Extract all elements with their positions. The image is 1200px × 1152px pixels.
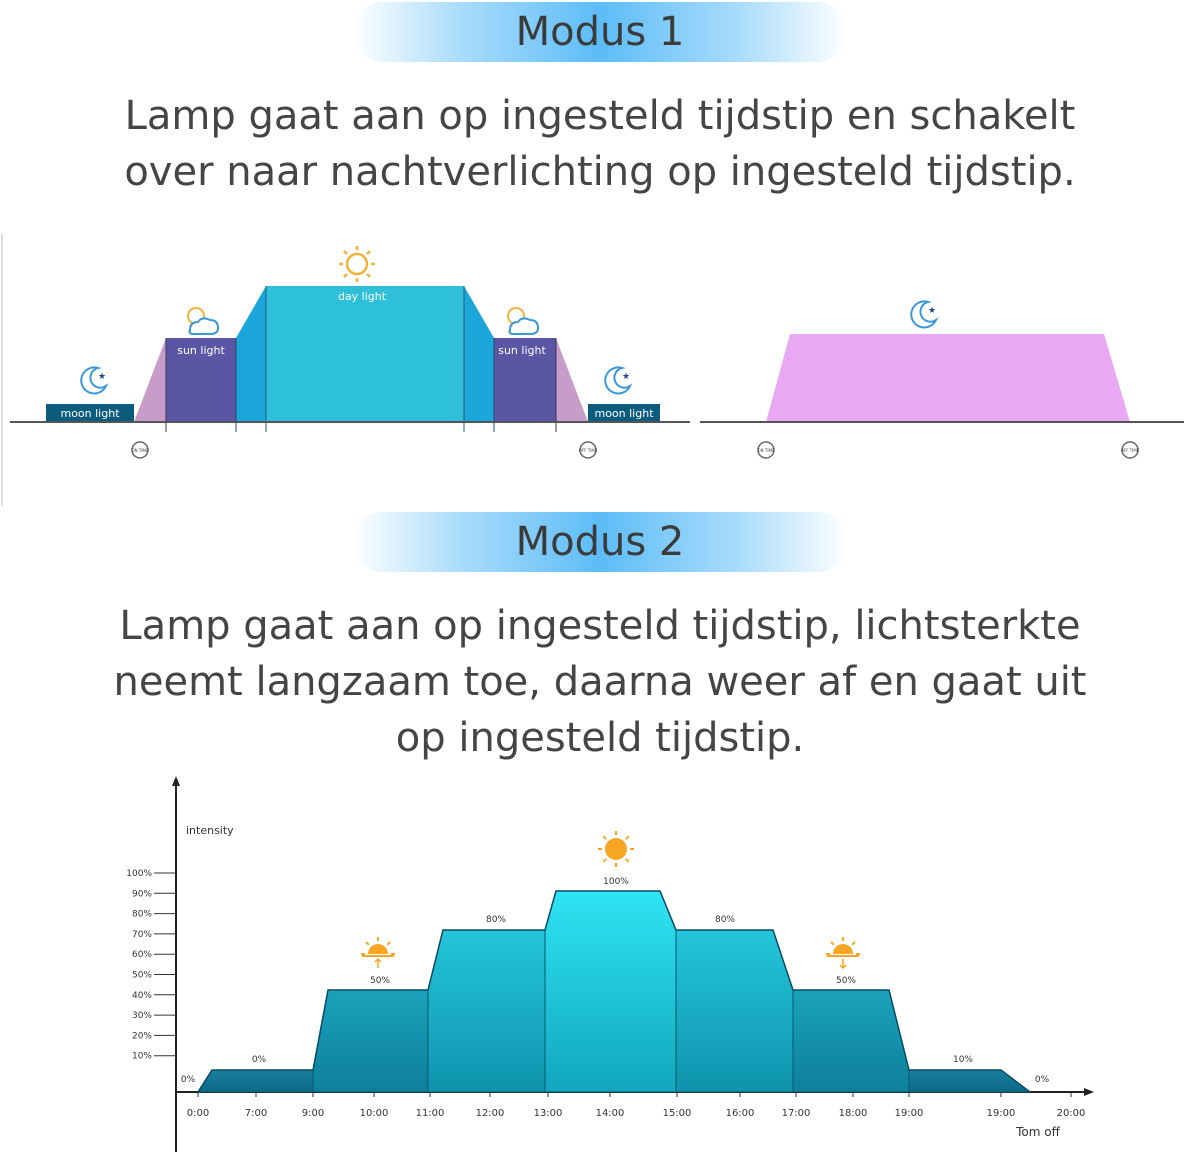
- step-value-label: 0%: [251, 1055, 267, 1065]
- sunrise-icon-arrow: [375, 959, 381, 968]
- step-100: [545, 891, 676, 1092]
- sun-icon: [339, 246, 375, 282]
- y-tick-label: 80%: [131, 909, 152, 920]
- x-axis-arrow: [1084, 1088, 1094, 1096]
- day-light-bar: [266, 286, 464, 422]
- y-tick-label: 60%: [131, 950, 152, 961]
- x-tick-label: 17:00: [781, 1108, 811, 1119]
- x-tick-label: 15:00: [662, 1108, 692, 1119]
- sun-cloud-icon-right: [508, 308, 538, 334]
- modus2-line-2: neemt langzaam toe, daarna weer af en gaat uit: [113, 659, 1087, 705]
- step-value-label: 50%: [369, 976, 391, 986]
- sun-icon-ray: [603, 859, 606, 862]
- moon-icon-right: [605, 367, 630, 393]
- y-tick-label: 70%: [131, 929, 152, 940]
- x-tick-label: 19:00: [894, 1108, 924, 1119]
- sunset-icon: [833, 944, 853, 954]
- step-80-right: [676, 930, 793, 1092]
- step-0: [198, 1070, 313, 1092]
- modus1-title: Modus 1: [515, 9, 685, 55]
- sunset-icon-ray: [831, 942, 834, 945]
- step-value-label: 0%: [180, 1075, 196, 1085]
- day-edge-right: [464, 286, 494, 422]
- modus1-right-chart: [700, 301, 1184, 458]
- off-time-clock-icon: [579, 442, 598, 458]
- x-tick-label: 9:00: [301, 1108, 325, 1119]
- night-light-area: [766, 334, 1130, 422]
- step-value-label: 80%: [485, 915, 507, 925]
- svg-text:ON TIME: ON TIME: [131, 448, 149, 453]
- on-time-clock-icon: [131, 442, 148, 458]
- modus1-description: [60, 88, 1140, 200]
- step-value-label: 50%: [835, 976, 857, 986]
- svg-text:OFF TIME: OFF TIME: [1120, 448, 1140, 453]
- sunrise-icon: [368, 944, 388, 954]
- modus2-description: [60, 598, 1140, 766]
- x-tick-label: 10:00: [359, 1108, 389, 1119]
- y-axis-label: intensity: [186, 824, 234, 837]
- svg-text:★: ★: [622, 372, 631, 382]
- sun-light-label-left: sun light: [177, 344, 225, 357]
- y-axis-arrow: [172, 776, 180, 786]
- modus1-left-chart: [10, 246, 690, 458]
- intensity-chart: [0, 770, 1200, 1152]
- step-value-label: 100%: [603, 877, 629, 887]
- step-value-label: 0%: [1034, 1075, 1050, 1085]
- y-tick-label: 100%: [126, 869, 152, 879]
- sun-icon: [605, 838, 627, 860]
- x-tick-label: 18:00: [838, 1108, 868, 1119]
- sun-cloud-icon: [188, 308, 218, 334]
- modus2-line-1: Lamp gaat aan op ingesteld tijdstip, lichtsterkte: [119, 603, 1081, 649]
- step-50-right: [793, 990, 909, 1092]
- x-tick-label: 19:00: [986, 1108, 1016, 1119]
- sunrise-icon-ray: [387, 942, 390, 945]
- y-tick-label: 20%: [131, 1031, 152, 1042]
- y-tick-label: 90%: [131, 889, 152, 900]
- sunrise-icon-ray: [366, 942, 369, 945]
- x-tick-label: 11:00: [415, 1108, 445, 1119]
- sun-light-label-right: sun light: [498, 344, 546, 357]
- x-tick-label: 0:00: [186, 1108, 210, 1119]
- x-tick-label: 16:00: [725, 1108, 755, 1119]
- modus1-line-1: Lamp gaat aan op ingesteld tijdstip en schakelt: [124, 93, 1076, 139]
- y-tick-label: 30%: [131, 1011, 152, 1022]
- sun-icon-ray: [626, 836, 629, 839]
- y-tick-label: 50%: [131, 970, 152, 981]
- modus2-title: Modus 2: [515, 519, 685, 565]
- y-tick-label: 40%: [131, 990, 152, 1001]
- x-axis-note: Tom off: [1016, 1125, 1060, 1139]
- x-tick-label: 12:00: [475, 1108, 505, 1119]
- x-tick-label: 7:00: [244, 1108, 268, 1119]
- modus1-line-2: over naar nachtverlichting op ingesteld tijdstip.: [124, 149, 1076, 195]
- moon-light-label: moon light: [60, 407, 120, 420]
- modus1-diagram: [0, 228, 1200, 510]
- sun-icon-ray: [603, 836, 606, 839]
- transition-left: [134, 338, 166, 422]
- svg-text:★: ★: [98, 372, 107, 382]
- y-tick-label: 10%: [131, 1051, 152, 1062]
- moon-light-label-right: moon light: [594, 407, 654, 420]
- x-tick-label: 20:00: [1056, 1108, 1086, 1119]
- transition-right: [556, 338, 588, 422]
- moon-icon-night: [911, 301, 936, 327]
- modus1-banner: [352, 2, 848, 62]
- sunset-icon-ray: [852, 942, 855, 945]
- day-edge-left: [236, 286, 266, 422]
- step-value-label: 80%: [714, 915, 736, 925]
- sunset-icon-arrow: [840, 959, 846, 968]
- moon-icon: [81, 367, 106, 393]
- svg-text:★: ★: [928, 306, 937, 316]
- step-80-left: [428, 930, 545, 1092]
- x-tick-label: 13:00: [533, 1108, 563, 1119]
- step-50-left: [313, 990, 428, 1092]
- day-light-label: day light: [337, 290, 387, 303]
- step-value-label: 10%: [952, 1055, 974, 1065]
- night-off-clock-icon: [1121, 442, 1140, 458]
- night-on-clock-icon: [757, 442, 774, 458]
- svg-text:ON TIME: ON TIME: [757, 448, 775, 453]
- step-10: [909, 1070, 1030, 1092]
- x-tick-label: 14:00: [595, 1108, 625, 1119]
- sun-icon-ray: [626, 859, 629, 862]
- modus2-line-3: op ingesteld tijdstip.: [395, 715, 805, 761]
- modus2-banner: [352, 512, 848, 572]
- svg-text:OFF TIME: OFF TIME: [578, 448, 598, 453]
